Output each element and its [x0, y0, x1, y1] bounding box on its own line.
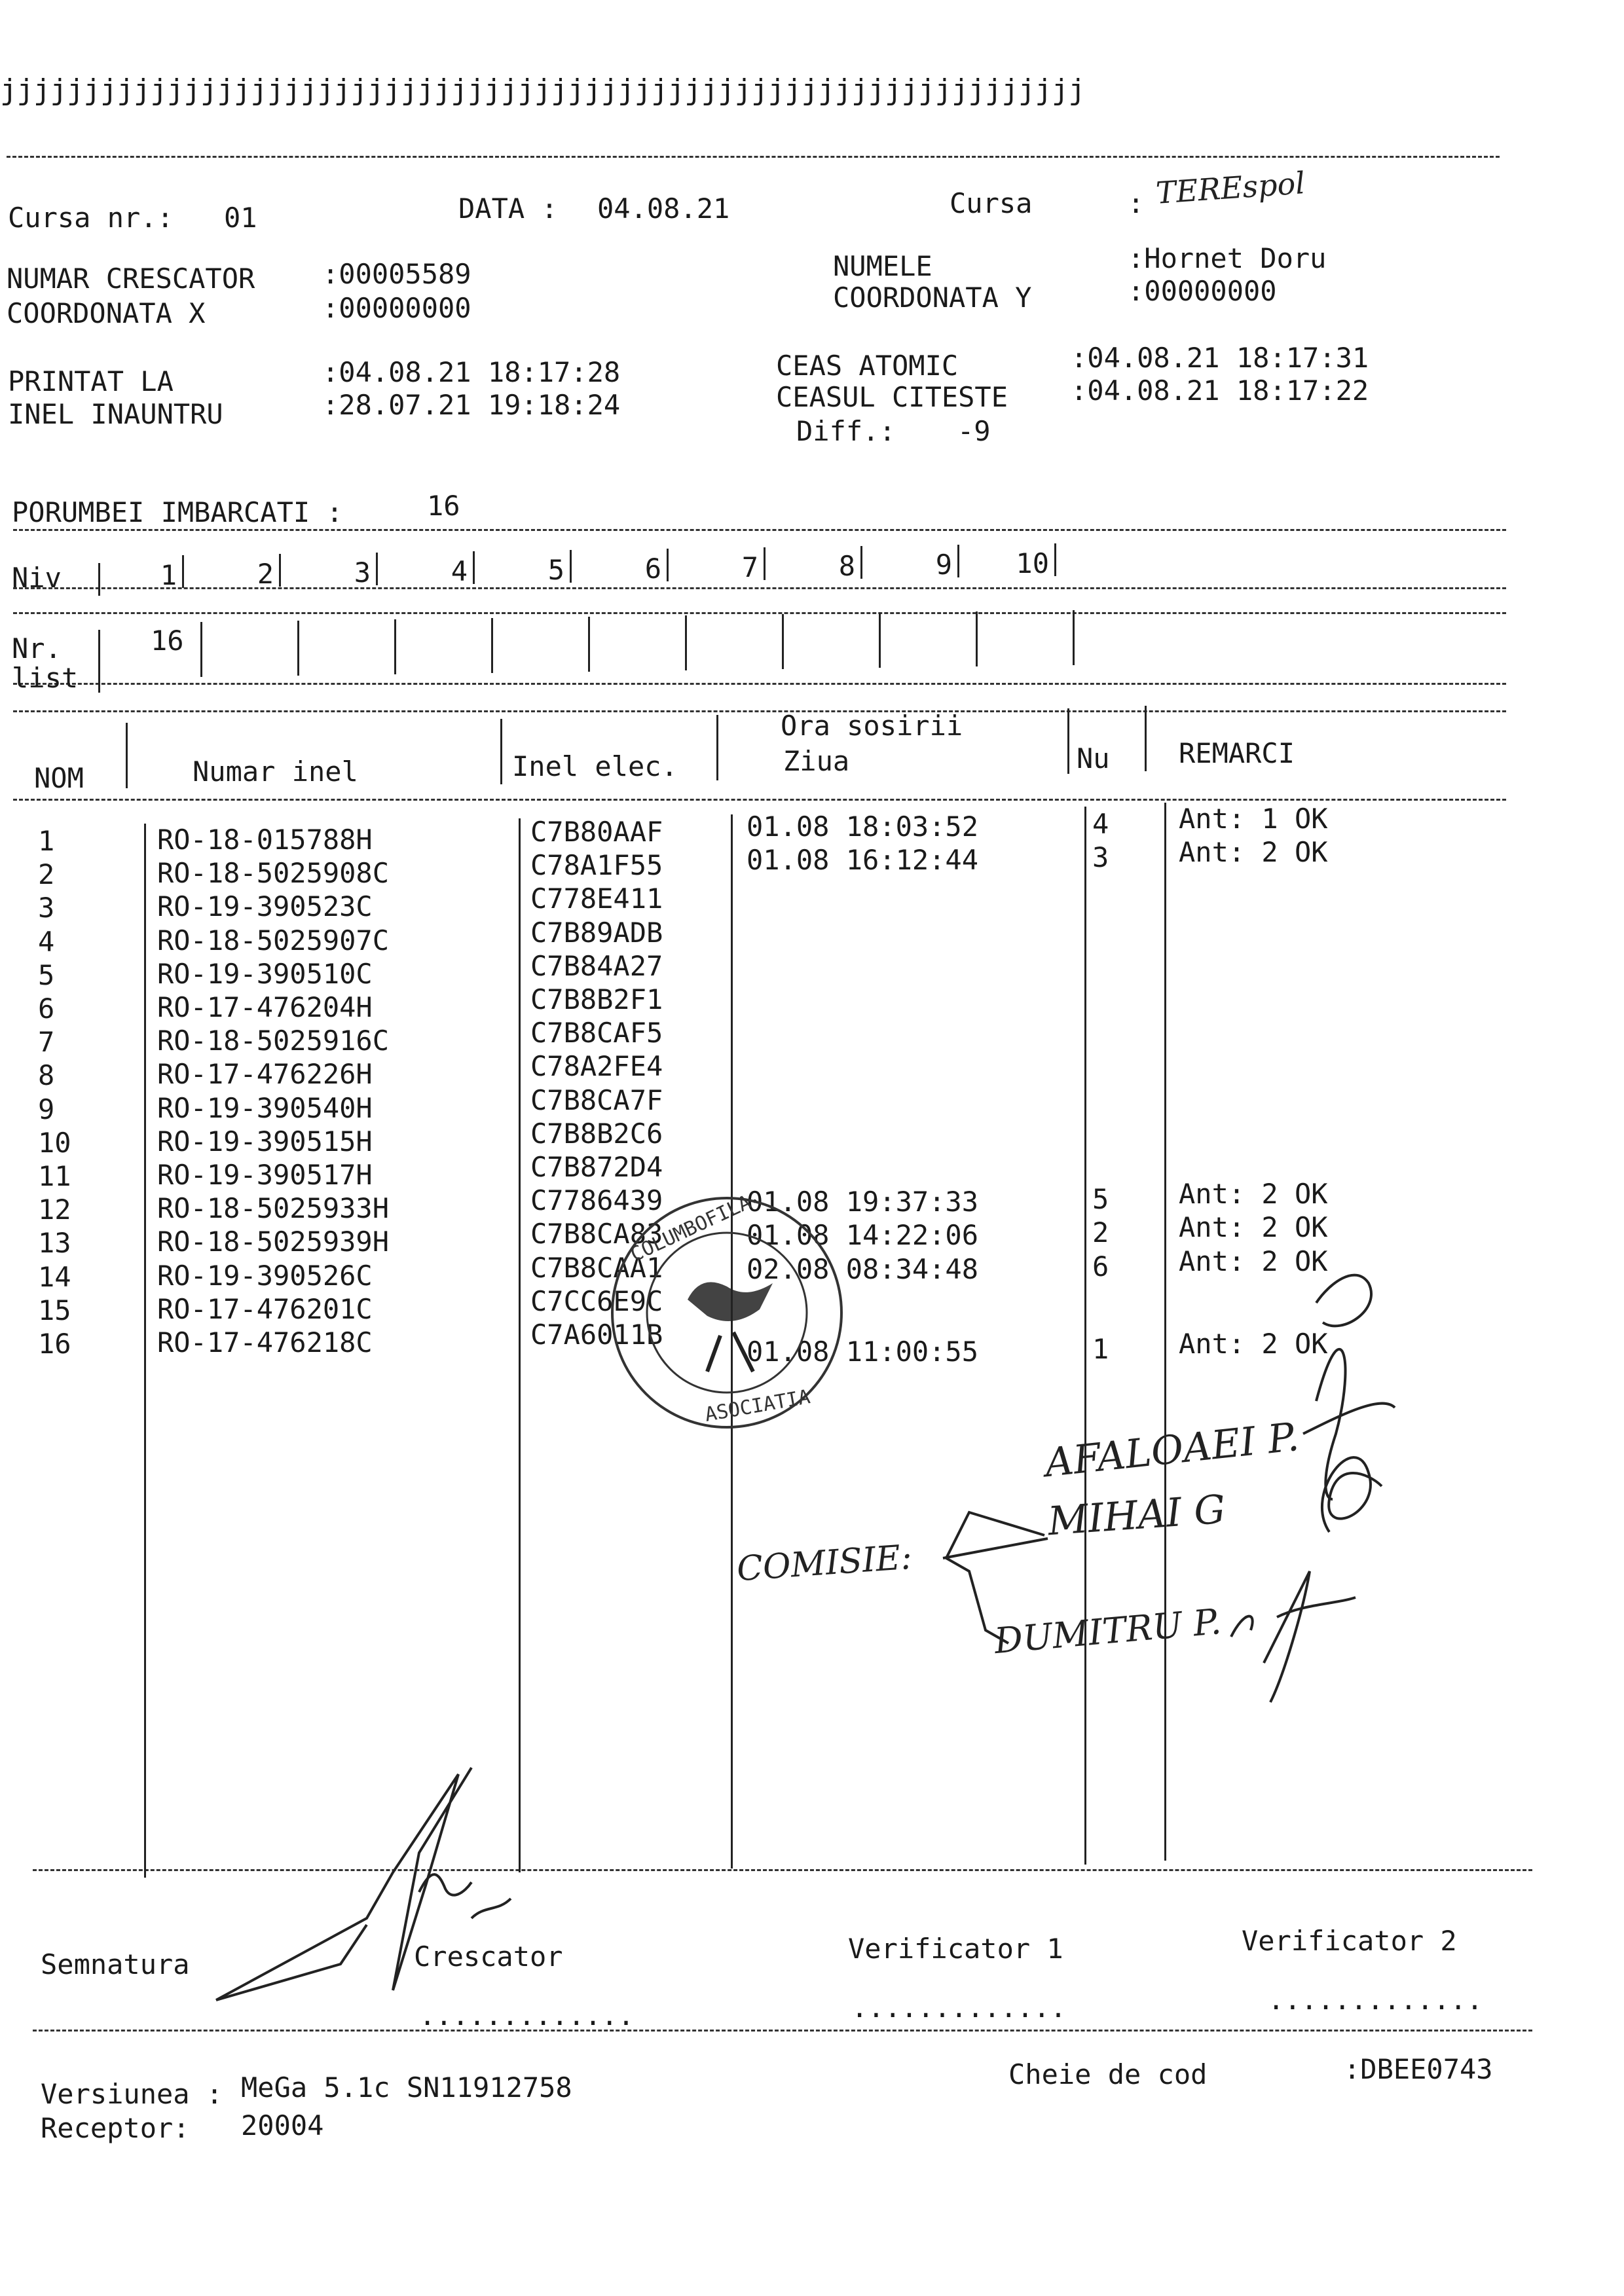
cell-elec: C7B89ADB	[530, 917, 663, 949]
cell-rem: Ant: 2 OK	[1179, 1245, 1328, 1277]
niv-label: Niv	[12, 562, 62, 594]
cell-nom: 6	[38, 993, 55, 1025]
cell-inel: RO-18-5025933H	[157, 1192, 390, 1224]
niv-level: 1	[160, 559, 177, 591]
coord-x-value: :00000000	[322, 292, 471, 324]
semnatura-label: Semnatura	[41, 1948, 190, 1980]
cheie-label: Cheie de cod	[1008, 2058, 1208, 2090]
cell-ora: 01.08 14:22:06	[747, 1219, 979, 1251]
list-value: 16	[151, 625, 184, 657]
cell-elec: C7B8CA83	[530, 1218, 663, 1250]
cell-inel: RO-17-476201C	[157, 1293, 373, 1325]
cell-ora: 01.08 19:37:33	[747, 1186, 979, 1218]
cell-nom: 11	[38, 1160, 71, 1192]
niv-level: 6	[644, 553, 661, 585]
stamp-text-top: COLUMBOFILA	[627, 1190, 755, 1267]
filler-line: jjjjjjjjjjjjjjjjjjjjjjjjjjjjjjjjjjjjjjjjjjjjjjjjjjjjjjjjjjjjjjjjj	[0, 73, 1085, 107]
cell-elec: C7CC6E9C	[530, 1285, 663, 1317]
cell-ora: 02.08 08:34:48	[747, 1253, 979, 1285]
cell-rem: Ant: 2 OK	[1179, 1328, 1328, 1360]
cell-ora: 01.08 16:12:44	[747, 844, 979, 876]
cell-inel: RO-17-476226H	[157, 1058, 373, 1090]
ceas-atomic-label: CEAS ATOMIC	[776, 350, 959, 382]
cell-inel: RO-19-390517H	[157, 1159, 373, 1191]
dots-crescator: .............	[419, 1999, 635, 2032]
cell-nom: 9	[38, 1093, 55, 1125]
signature-verificator-3	[1231, 1571, 1356, 1702]
cursa-label: Cursa	[950, 187, 1033, 219]
niv-level: 7	[741, 551, 758, 583]
coord-y-label: COORDONATA Y	[833, 282, 1032, 314]
inel-inauntru-label: INEL INAUNTRU	[8, 398, 223, 430]
cell-inel: RO-19-390523C	[157, 890, 373, 922]
cell-elec: C78A1F55	[530, 849, 663, 881]
cell-elec: C778E411	[530, 883, 663, 915]
comisie-note: COMISIE:	[735, 1537, 913, 1590]
cell-inel: RO-19-390510C	[157, 958, 373, 990]
header-inel-elec: Inel elec.	[512, 750, 678, 782]
cursa-name-handwritten: TEREspol	[1154, 165, 1306, 211]
cell-inel: RO-18-015788H	[157, 824, 373, 856]
cell-elec: C7B872D4	[530, 1151, 663, 1183]
nr-list-label-2: list	[12, 662, 79, 694]
cell-nu: 1	[1092, 1333, 1109, 1365]
cell-inel: RO-19-390526C	[157, 1260, 373, 1292]
cell-elec: C7B80AAF	[530, 816, 663, 848]
checkmark-ok	[1316, 1275, 1371, 1326]
niv-level: 2	[257, 558, 274, 590]
cell-elec: C78A2FE4	[530, 1050, 663, 1082]
header-remarci: REMARCI	[1179, 737, 1295, 769]
commission-name-2: MIHAI G	[1046, 1486, 1227, 1545]
cell-elec: C7B8CAF5	[530, 1017, 663, 1049]
coord-x-label: COORDONATA X	[7, 297, 206, 329]
cell-rem: Ant: 2 OK	[1179, 1178, 1328, 1210]
header-ora-sosirii: Ora sosirii	[781, 710, 963, 742]
cursa-nr-label: Cursa nr.:	[8, 202, 174, 234]
numar-crescator-value: :00005589	[322, 258, 471, 290]
ceas-atomic-value: :04.08.21 18:17:31	[1071, 342, 1369, 374]
stamp-text-bottom: ASOCIATIA	[703, 1385, 812, 1427]
cell-nom: 14	[38, 1261, 71, 1293]
cell-inel: RO-19-390515H	[157, 1125, 373, 1157]
diff-value: -9	[957, 415, 991, 447]
ceasul-citeste-label: CEASUL CITESTE	[776, 381, 1008, 413]
numele-value: :Hornet Doru	[1128, 242, 1327, 274]
signature-verificator-2	[1322, 1457, 1382, 1532]
cell-nom: 3	[38, 892, 55, 924]
cell-inel: RO-18-5025907C	[157, 924, 390, 957]
cell-ora: 01.08 11:00:55	[747, 1336, 979, 1368]
porumbei-value: 16	[427, 490, 460, 522]
niv-level: 10	[1016, 547, 1049, 579]
header-ziua: Ziua	[783, 745, 850, 777]
cell-nu: 3	[1092, 841, 1109, 873]
verificator-1-label: Verificator 1	[848, 1933, 1063, 1965]
cell-nom: 12	[38, 1194, 71, 1226]
receptor-value: 20004	[241, 2109, 324, 2141]
cell-elec: C7786439	[530, 1184, 663, 1216]
cell-inel: RO-17-476218C	[157, 1326, 373, 1358]
cell-nom: 7	[38, 1026, 55, 1058]
cell-nom: 8	[38, 1059, 55, 1091]
receptor-label: Receptor:	[41, 2112, 190, 2144]
diff-label: Diff.:	[796, 415, 896, 447]
cell-inel: RO-18-5025916C	[157, 1025, 390, 1057]
printat-value: :04.08.21 18:17:28	[322, 356, 621, 388]
association-stamp	[612, 1191, 841, 1427]
commission-bracket	[943, 1512, 1048, 1643]
cell-nom: 1	[38, 825, 55, 857]
numar-crescator-label: NUMAR CRESCATOR	[7, 263, 255, 295]
cell-inel: RO-18-5025908C	[157, 857, 390, 889]
cell-nom: 16	[38, 1328, 71, 1360]
nr-list-label-1: Nr.	[12, 632, 62, 665]
cell-nu: 2	[1092, 1216, 1109, 1248]
cell-nom: 13	[38, 1227, 71, 1259]
data-label: DATA :	[458, 192, 558, 225]
cell-elec: C7B8B2F1	[530, 983, 663, 1015]
cell-nom: 5	[38, 959, 55, 991]
cell-inel: RO-17-476204H	[157, 991, 373, 1023]
cell-inel: RO-19-390540H	[157, 1092, 373, 1124]
cell-elec: C7A6011B	[530, 1319, 663, 1351]
cell-nu: 4	[1092, 808, 1109, 840]
data-value: 04.08.21	[597, 192, 730, 225]
cheie-value: :DBEE0743	[1344, 2053, 1493, 2085]
cell-nom: 2	[38, 858, 55, 890]
cell-rem: Ant: 2 OK	[1179, 1211, 1328, 1243]
cell-elec: C7B8CA7F	[530, 1084, 663, 1116]
cell-rem: Ant: 1 OK	[1179, 803, 1328, 835]
header-nu: Nu	[1077, 742, 1110, 774]
dots-verificator-1: .............	[851, 1992, 1067, 2024]
niv-level: 4	[451, 555, 468, 587]
porumbei-label: PORUMBEI IMBARCATI :	[12, 496, 343, 528]
cell-rem: Ant: 2 OK	[1179, 836, 1328, 868]
niv-level: 3	[354, 556, 371, 589]
header-numar-inel: Numar inel	[193, 756, 358, 788]
commission-name-1: AFALOAEI P.	[1043, 1413, 1301, 1487]
signature-verificator-1	[1303, 1349, 1395, 1499]
cell-elec: C7B8CAA1	[530, 1252, 663, 1284]
niv-level: 9	[935, 549, 952, 581]
versiunea-label: Versiunea :	[41, 2078, 223, 2110]
niv-level: 8	[838, 550, 855, 582]
versiunea-value: MeGa 5.1c SN11912758	[241, 2071, 572, 2104]
cell-nom: 4	[38, 926, 55, 958]
cell-nom: 10	[38, 1127, 71, 1159]
printat-label: PRINTAT LA	[8, 365, 174, 397]
commission-name-3: DUMITRU P.	[992, 1600, 1223, 1662]
cell-nom: 15	[38, 1294, 71, 1326]
cell-elec: C7B8B2C6	[530, 1118, 663, 1150]
cell-elec: C7B84A27	[530, 950, 663, 982]
cell-nu: 5	[1092, 1183, 1109, 1215]
header-nom: NOM	[34, 762, 84, 794]
cursa-colon: :	[1128, 187, 1145, 219]
cell-ora: 01.08 18:03:52	[747, 811, 979, 843]
numele-label: NUMELE	[833, 250, 932, 282]
crescator-label: Crescator	[414, 1941, 563, 1973]
coord-y-value: :00000000	[1128, 275, 1277, 307]
niv-level: 5	[547, 554, 564, 586]
verificator-2-label: Verificator 2	[1242, 1925, 1457, 1957]
inel-inauntru-value: :28.07.21 19:18:24	[322, 389, 621, 421]
cell-inel: RO-18-5025939H	[157, 1226, 390, 1258]
cursa-nr-value: 01	[224, 202, 257, 234]
cell-nu: 6	[1092, 1250, 1109, 1283]
ceasul-citeste-value: :04.08.21 18:17:22	[1071, 374, 1369, 407]
dots-verificator-2: .............	[1268, 1984, 1483, 2016]
